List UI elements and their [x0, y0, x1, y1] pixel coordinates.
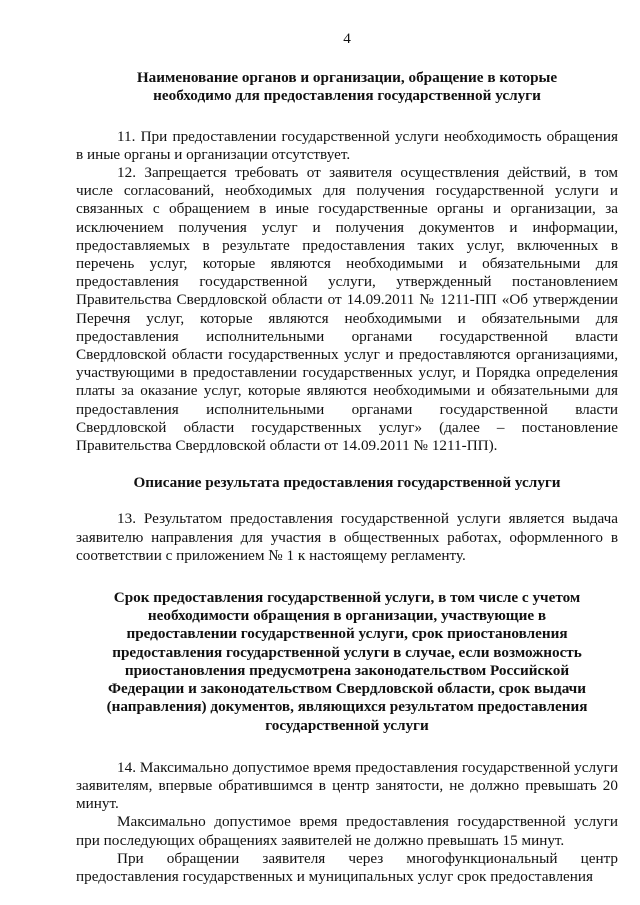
- paragraph-14: 14. Максимально допустимое время предоставления государственной услуги заявителям, впервые обратившимся в центр занятости, не должно превышать 20 минут.: [76, 758, 618, 813]
- section-heading-other-organizations: Наименование органов и организации, обращение в которые необходимо для предоставления государственной услуги: [136, 69, 558, 105]
- paragraph-14-repeat-visits: Максимально допустимое время предоставления государственной услуги при последующих обращениях заявителей не должно превышать 15 минут.: [76, 813, 618, 849]
- paragraph-14-mfc: При обращении заявителя через многофункциональный центр предоставления государственных и муниципальных услуг срок предоставления: [76, 849, 618, 885]
- paragraph-11: 11. При предоставлении государственной услуги необходимость обращения в иные органы и организации отсутствует.: [76, 127, 618, 163]
- paragraph-13: 13. Результатом предоставления государственной услуги является выдача заявителю направления для участия в общественных работах, оформленного в соответствии с приложением № 1 к настоящему регламенту.: [76, 510, 618, 564]
- page-number: 4: [343, 30, 351, 47]
- paragraph-12: 12. Запрещается требовать от заявителя осуществления действий, в том числе согласований, необходимых для получения государственной услуги и связанных с обращением в иные государственные органы и организации, за исключением получения услуг и получения документов и информации, предоставляемых в результате предоставления таких услуг, включенных в перечень услуг, которые являются необходимыми и обязательными для предоставления государственной услуги, утвержденный постановлением Правительства Свердловской области от 14.09.2011 № 1211-ПП «Об утверждении Перечня услуг, которые являются необходимыми и обязательными для предоставления исполнительными органами государственной власти Свердловской области государственных услуг и предоставляются организациями, участвующими в предоставлении государственных услуг, и Порядка определения платы за оказание услуг, которые являются необходимыми и обязательными для предоставления исполнительными органами государственной власти Свердловской области государственных услуг» (далее – постановление Правительства Свердловской области от 14.09.2011 № 1211-ПП).: [76, 164, 618, 455]
- section-heading-result: Описание результата предоставления государственной услуги: [133, 474, 561, 492]
- section-heading-term: Срок предоставления государственной услуги, в том числе с учетом необходимости обращения в организации, участвующие в предоставлении государственной услуги, срок приостановления предоставления государственной услуги в случае, если возможность приостановления предусмотрена законодательством Российской Федерации и законодательством Свердловской области, срок выдачи (направления) документов, являющихся результатом предоставления государственной услуги: [106, 589, 588, 734]
